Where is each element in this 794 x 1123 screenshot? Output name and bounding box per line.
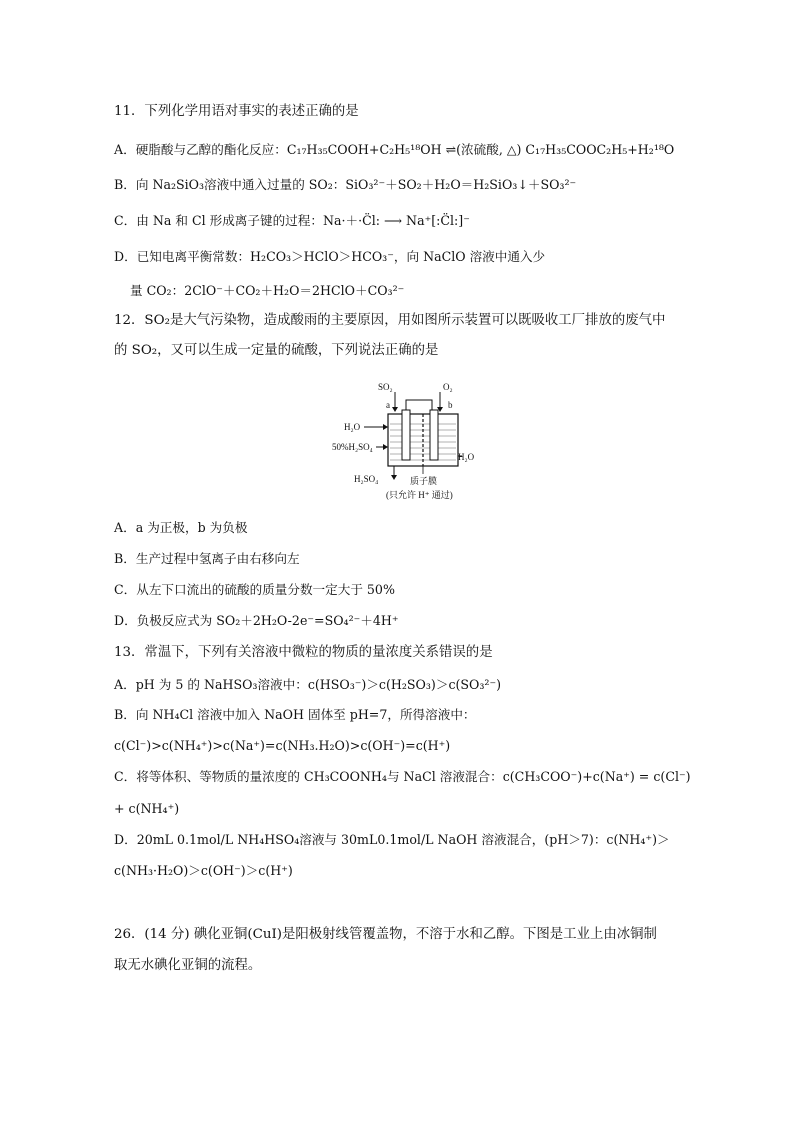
label-membrane-note: (只允许 H⁺ 通过)	[386, 490, 453, 500]
q12-option-a: A．a 为正极，b 为负极	[114, 520, 248, 535]
q12-option-d: D．负极反应式为 SO₂＋2H₂O-2e⁻=SO₄²⁻＋4H⁺	[114, 613, 399, 628]
q13-option-c-line1: C．将等体积、等物质的量浓度的 CH₃COONH₄与 NaCl 溶液混合：c(CH₃COO⁻)+c(Na⁺) = c(Cl⁻)	[114, 769, 691, 784]
q13-option-b-line2: c(Cl⁻)>c(NH₄⁺)>c(Na⁺)=c(NH₃.H₂O)>c(OH⁻)=c(H⁺)	[114, 738, 451, 753]
q26-line2: 取无水碘化亚铜的流程。	[114, 958, 262, 973]
q13-option-a: A．pH 为 5 的 NaHSO₃溶液中：c(HSO₃⁻)＞c(H₂SO₃)＞c(SO₃²⁻)	[114, 677, 502, 692]
q13-option-c-line2: + c(NH₄⁺)	[114, 801, 180, 816]
q11-option-d-line2: 量 CO₂：2ClO⁻＋CO₂＋H₂O＝2HClO＋CO₃²⁻	[130, 283, 405, 298]
label-membrane: 质子膜	[410, 476, 438, 486]
label-a: a	[386, 400, 390, 410]
label-h2so4-out: H₂SO₄	[354, 474, 379, 484]
q13-option-d-line1: D．20mL 0.1mol/L NH₄HSO₄溶液与 30mL0.1mol/L NaOH 溶液混合，(pH＞7)：c(NH₄⁺)＞	[114, 832, 670, 847]
q12-option-c: C．从左下口流出的硫酸的质量分数一定大于 50%	[114, 582, 395, 597]
q12-stem-line2: 的 SO₂，又可以生成一定量的硫酸，下列说法正确的是	[114, 343, 439, 358]
label-b: b	[448, 400, 453, 410]
q13-stem: 13．常温下，下列有关溶液中微粒的物质的量浓度关系错误的是	[114, 645, 493, 660]
q12-stem-line1: 12．SO₂是大气污染物，造成酸雨的主要原因，用如图所示装置可以既吸收工厂排放的废气中	[114, 313, 666, 328]
q13-option-d-line2: c(NH₃·H₂O)＞c(OH⁻)＞c(H⁺)	[114, 863, 293, 878]
label-o2: O₂	[443, 382, 453, 392]
q11-option-a: A．硬脂酸与乙醇的酯化反应：C₁₇H₃₅COOH+C₂H₅¹⁸OH ⇌(浓硫酸, △) C₁₇H₃₅COOC₂H₅+H₂¹⁸O	[114, 142, 675, 157]
label-h2o-left: H₂O	[344, 422, 361, 432]
q11-stem: 11．下列化学用语对事实的表述正确的是	[114, 104, 359, 119]
q11-option-b: B．向 Na₂SiO₃溶液中通入过量的 SO₂：SiO₃²⁻＋SO₂＋H₂O＝H₂SiO₃↓＋SO₃²⁻	[114, 177, 577, 192]
q13-option-b-line1: B．向 NH₄Cl 溶液中加入 NaOH 固体至 pH=7，所得溶液中：	[114, 707, 476, 722]
q26-line1: 26．(14 分) 碘化亚铜(CuⅠ)是阳极射线管覆盖物，不溶于水和乙醇。下图是工业上由冰铜制	[114, 927, 657, 942]
label-so2: SO₂	[378, 382, 393, 392]
q11-option-d-line1: D．已知电离平衡常数：H₂CO₃＞HClO＞HCO₃⁻，向 NaClO 溶液中通入少	[114, 249, 546, 264]
q12-option-b: B．生产过程中氢离子由右移向左	[114, 551, 300, 566]
label-50-h2so4: 50%H₂SO₄	[332, 442, 373, 452]
electrolysis-diagram	[330, 378, 480, 508]
label-h2o-right: H₂O	[458, 452, 475, 462]
q11-option-c: C．由 Na 和 Cl 形成离子键的过程：Na·＋·C̈l: ⟶ Na⁺[:C̈l:]⁻	[114, 213, 470, 228]
